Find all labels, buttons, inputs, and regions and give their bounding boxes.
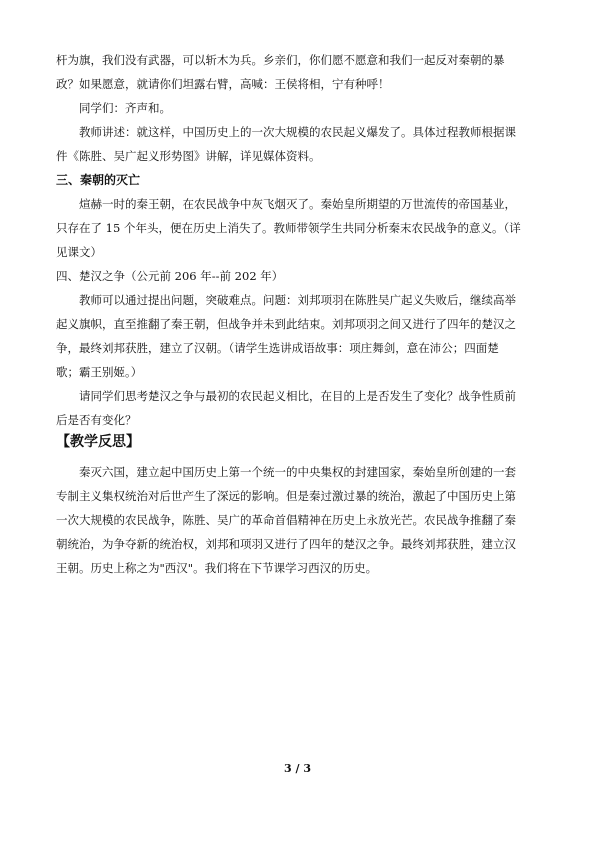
text-line: 一次大规模的农民战争，陈胜、吴广的革命首倡精神在历史上永放光芒。农民战争推翻了秦 (56, 513, 516, 527)
paragraph-teaching-reflection (56, 460, 556, 580)
section-heading-chu-han (56, 264, 556, 288)
text-line: 教师可以通过提出问题，突破难点。问题：刘邦项羽在陈胜吴广起义失败后，继续高举 (79, 293, 516, 307)
text-line: 朝统治，为争夺新的统治权，刘邦和项羽又进行了四年的楚汉之争。最终刘邦获胜，建立汉 (56, 537, 516, 551)
text-line: 教师讲述：就这样，中国历史上的一次大规模的农民起义爆发了。具体过程教师根据课 (79, 125, 516, 139)
text-line: 争，最终刘邦获胜，建立了汉朝。（请学生选讲成语故事：项庄舞剑，意在沛公；四面楚 (56, 341, 499, 355)
text-line: 杆为旗，我们没有武器，可以斩木为兵。乡亲们，你们愿不愿意和我们一起反对秦朝的暴 (56, 53, 505, 67)
text-line: 专制主义集权统治对后世产生了深远的影响。但是秦过激过暴的统治，激起了中国历史上第 (56, 489, 516, 503)
paragraph-chu-han-contention (56, 288, 556, 384)
section-heading-qin-fall: 三、秦朝的灭亡 (56, 173, 141, 187)
text-line: 后是否有变化？ (56, 413, 137, 427)
text-line: 起义旗帜，直至推翻了秦王朝，但战争并未到此结束。刘邦项羽之间又进行了四年的楚汉之 (56, 317, 516, 331)
paragraph-think-question (56, 384, 556, 432)
text-line: 煊赫一时的秦王朝，在农民战争中灰飞烟灭了。秦始皇所期望的万世流传的帝国基业， (79, 197, 516, 211)
page-number: 3 / 3 (284, 762, 311, 775)
text-line: 秦灭六国，建立起中国历史上第一个统一的中央集权的封建国家，秦始皇所创建的一套 (79, 465, 516, 479)
text-line: 同学们：齐声和。 (79, 101, 171, 115)
section-heading-teaching-reflection: 【教学反思】 (56, 434, 140, 450)
text-line: 歌；霸王别姬。） (56, 365, 143, 379)
text-line: 见课文） (56, 245, 102, 259)
paragraph-qin-fall (56, 192, 556, 264)
text-line: 政？如果愿意，就请你们坦露右臂，高喊：王侯将相，宁有种呼！ (56, 77, 390, 91)
text-line: 只存在了 15 个年头，便在历史上消失了。教师带领学生共同分析秦末农民战争的意义。（详 (56, 221, 521, 235)
paragraph-speech-end (56, 48, 556, 96)
text-line: 请同学们思考楚汉之争与最初的农民起义相比，在目的上是否发生了变化？战争性质前 (79, 389, 516, 403)
text-line: 王朝。历史上称之为"西汉"。我们将在下节课学习西汉的历史。 (56, 561, 378, 575)
text-line: 四、楚汉之争（公元前 206 年--前 202 年） (56, 269, 284, 283)
paragraph-students-response (56, 96, 556, 120)
paragraph-teacher-narration (56, 120, 556, 168)
text-line: 件《陈胜、吴广起义形势图》讲解，详见媒体资料。 (56, 149, 321, 163)
